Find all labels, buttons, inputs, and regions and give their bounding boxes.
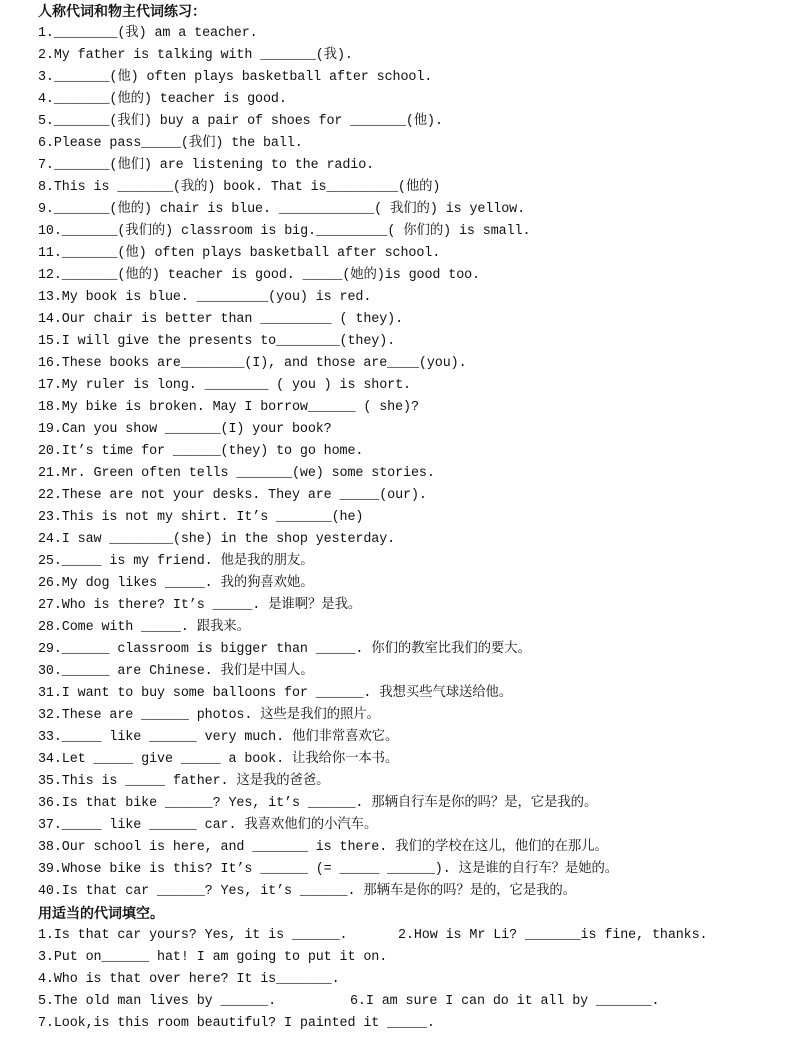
exercise-item: 12._______(他的) teacher is good. _____(她的)is good too.: [38, 268, 481, 283]
exercise-item: 9._______(他的) chair is blue. ____________( 我们的) is yellow.: [38, 202, 526, 217]
exercise-item: 16.These books are________(I), and those are____(you).: [38, 356, 467, 371]
exercise-item: 32.These are ______ photos. 这些是我们的照片。: [38, 708, 380, 723]
exercise-item: 20.It’s time for ______(they) to go home.: [38, 444, 364, 459]
exercise-item: 10._______(我们的) classroom is big._________( 你们的) is small.: [38, 224, 531, 239]
exercise-item: 19.Can you show _______(I) your book?: [38, 422, 332, 437]
exercise-item: 4._______(他的) teacher is good.: [38, 92, 287, 107]
section1-title: 人称代词和物主代词练习：: [38, 4, 206, 20]
exercise-item: 3.Put on______ hat! I am going to put it on.: [38, 950, 388, 965]
exercise-item: 30.______ are Chinese. 我们是中国人。: [38, 664, 314, 679]
exercise-item: 1.Is that car yours? Yes, it is ______.: [38, 928, 348, 943]
exercise-item: 1.________(我) am a teacher.: [38, 26, 258, 41]
exercise-item: 5._______(我们) buy a pair of shoes for _______(他).: [38, 114, 443, 129]
exercise-item: 36.Is that bike ______? Yes, it’s ______. 那辆自行车是你的吗？是，它是我的。: [38, 796, 598, 811]
exercise-item: 40.Is that car ______? Yes, it’s ______. 那辆车是你的吗？是的，它是我的。: [38, 884, 577, 899]
exercise-item: 31.I want to buy some balloons for ______. 我想买些气球送给他。: [38, 686, 513, 701]
exercise-item: 28.Come with _____. 跟我来。: [38, 620, 250, 635]
exercise-item: 35.This is _____ father. 这是我的爸爸。: [38, 774, 330, 789]
exercise-item: 17.My ruler is long. ________ ( you ) is short.: [38, 378, 411, 393]
exercise-item: 4.Who is that over here? It is_______.: [38, 972, 340, 987]
exercise-item: 7._______(他们) are listening to the radio.: [38, 158, 375, 173]
exercise-item: 39.Whose bike is this? It’s ______ (= _____ ______). 这是谁的自行车？是她的。: [38, 862, 619, 877]
exercise-item: 6.I am sure I can do it all by _______.: [350, 994, 660, 1009]
exercise-item: 6.Please pass_____(我们) the ball.: [38, 136, 303, 151]
exercise-item: 29.______ classroom is bigger than _____. 你们的教室比我们的要大。: [38, 642, 531, 657]
exercise-item: 2.How is Mr Li? _______is fine, thanks.: [398, 928, 708, 943]
exercise-item: 13.My book is blue. _________(you) is red.: [38, 290, 372, 305]
exercise-item: 34.Let _____ give _____ a book. 让我给你一本书。: [38, 752, 399, 767]
exercise-item: 2.My father is talking with _______(我).: [38, 48, 353, 63]
exercise-item: 14.Our chair is better than _________ ( they).: [38, 312, 404, 327]
exercise-item: 18.My bike is broken. May I borrow______ ( she)?: [38, 400, 419, 415]
exercise-item: 5.The old man lives by ______.: [38, 994, 277, 1009]
exercise-item: 3._______(他) often plays basketball after school.: [38, 70, 433, 85]
worksheet: [38, 1, 778, 1035]
exercise-row: [38, 925, 778, 947]
exercise-item: 11._______(他) often plays basketball after school.: [38, 246, 441, 261]
exercise-item: 15.I will give the presents to________(they).: [38, 334, 396, 349]
section1-exercise-list: [38, 23, 778, 903]
exercise-item: 23.This is not my shirt. It’s _______(he): [38, 510, 364, 525]
exercise-item: 38.Our school is here, and _______ is there. 我们的学校在这儿，他们的在那儿。: [38, 840, 608, 855]
exercise-item: 8.This is _______(我的) book. That is_________(他的): [38, 180, 441, 195]
exercise-item: 22.These are not your desks. They are _____(our).: [38, 488, 427, 503]
exercise-item: 26.My dog likes _____. 我的狗喜欢她。: [38, 576, 314, 591]
section2-title: 用适当的代词填空。: [38, 906, 164, 922]
exercise-item: 24.I saw ________(she) in the shop yesterday.: [38, 532, 396, 547]
exercise-item: 37._____ like ______ car. 我喜欢他们的小汽车。: [38, 818, 378, 833]
exercise-item: 33._____ like ______ very much. 他们非常喜欢它。: [38, 730, 399, 745]
exercise-item: 25._____ is my friend. 他是我的朋友。: [38, 554, 314, 569]
exercise-item: 7.Look,is this room beautiful? I painted it _____.: [38, 1016, 435, 1031]
exercise-item: 27.Who is there? It’s _____. 是谁啊？是我。: [38, 598, 362, 613]
exercise-item: 21.Mr. Green often tells _______(we) some stories.: [38, 466, 435, 481]
exercise-row: [38, 991, 778, 1013]
